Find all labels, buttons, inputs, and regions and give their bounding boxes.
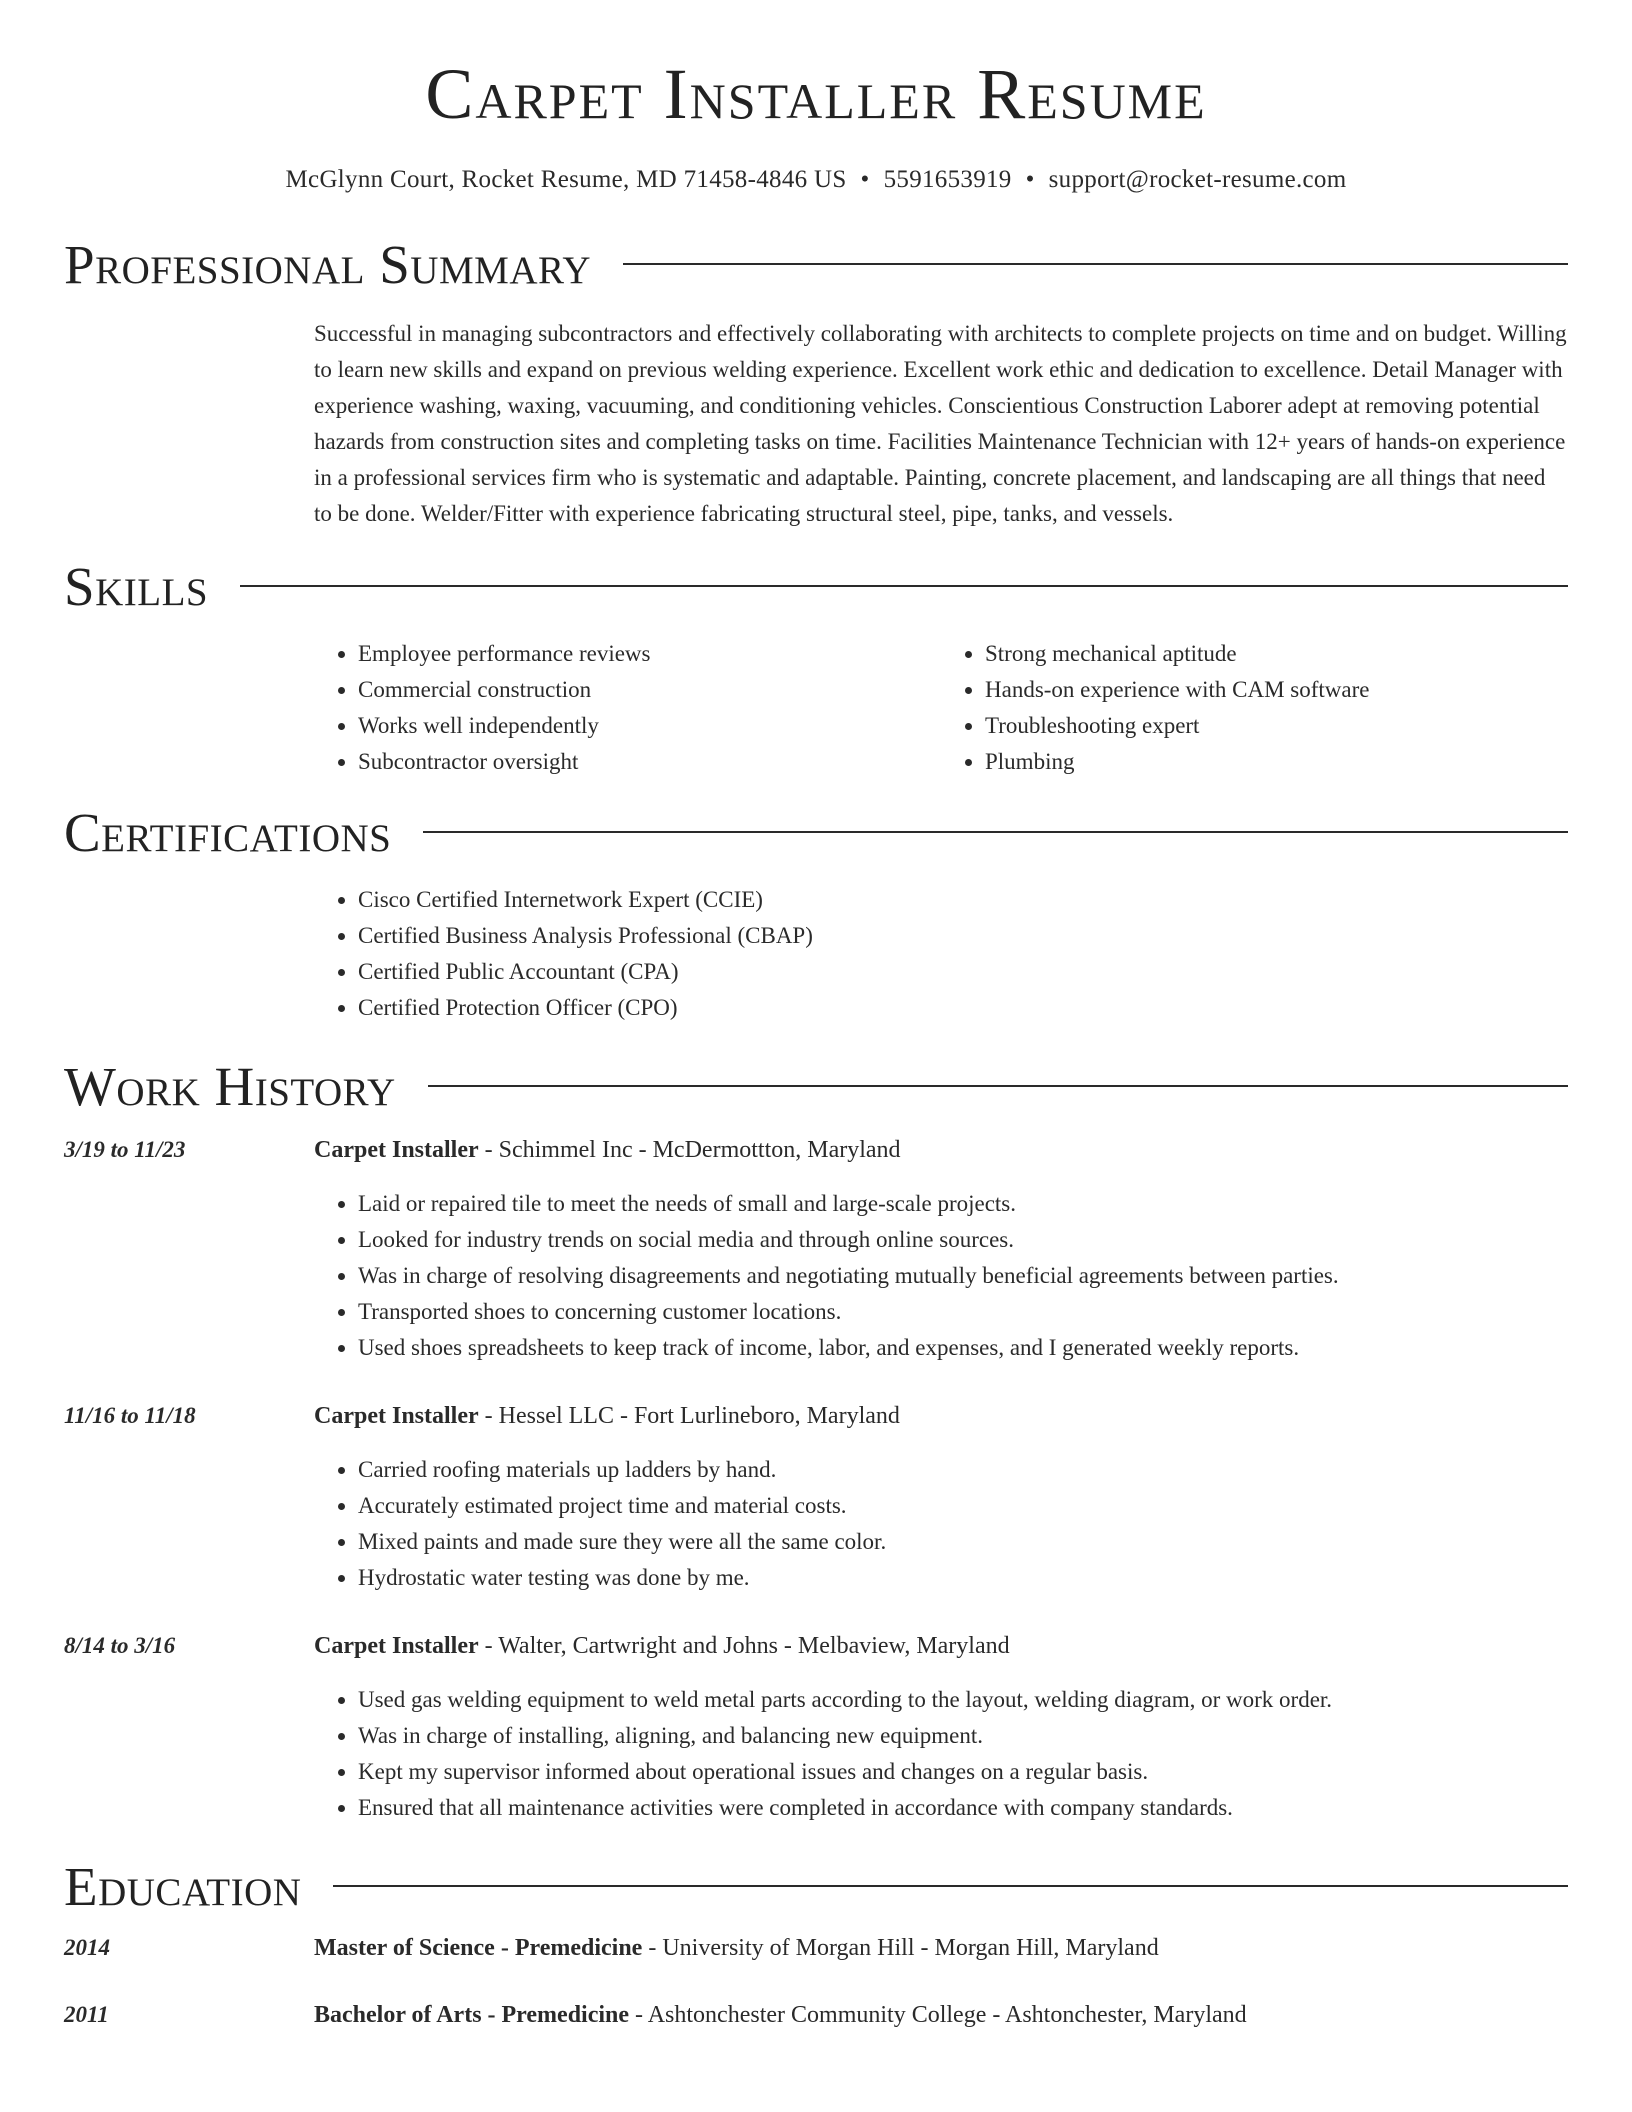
summary-text: Successful in managing subcontractors and effectively collaborating with architects to complete projects on time and on budget. Willing to learn new skills and expand on previous welding experience. Excellent work ethic and dedication to excellence. Detail Manager with experience washing, waxing, vacuuming, and conditioning vehicles. Conscientious Construction Laborer adept at removing potential hazards from construction sites and completing tasks on time. Facilities Maintenance Technician with 12+ years of hands-on experience in a professional services firm who is systematic and adaptable. Painting, concrete placement, and landscaping are all things that need to be done. Welder/Fitter with experience fabricating structural steel, pipe, tanks, and vessels. xyxy=(314,321,1567,526)
job-date: 11/16 to 11/18 xyxy=(64,1403,196,1428)
section-divider xyxy=(623,263,1568,265)
work-history-section xyxy=(64,1056,1568,1826)
job-bullet: • Accurately estimated project time and material costs. xyxy=(358,1488,1568,1524)
phone-text: 5591653919 xyxy=(883,166,1012,193)
education-heading-row xyxy=(64,1856,1568,1916)
email-link[interactable]: support@rocket-resume.com xyxy=(1048,166,1347,193)
education-section xyxy=(64,1856,1568,2033)
education-entry xyxy=(64,1930,1568,1966)
education-title-line xyxy=(314,1997,1568,2033)
education-title-line xyxy=(314,1930,1568,1966)
skill-item: • Plumbing xyxy=(985,744,1568,780)
certification-item: • Cisco Certified Internetwork Expert (CCIE) xyxy=(358,882,1568,918)
separator-dot: • xyxy=(1025,166,1035,193)
work-heading-row xyxy=(64,1056,1568,1116)
education-date: 2014 xyxy=(64,1935,110,1960)
skills-heading: Skills xyxy=(64,555,209,617)
section-divider xyxy=(333,1885,1568,1887)
skill-item: • Works well independently xyxy=(358,708,941,744)
skill-item: • Subcontractor oversight xyxy=(358,744,941,780)
job-employer: - Hessel LLC - Fort Lurlineboro, Maryland xyxy=(478,1403,900,1429)
certifications-section xyxy=(64,802,1568,1026)
job-title-line xyxy=(314,1132,1568,1168)
job-bullet: • Looked for industry trends on social media and through online sources. xyxy=(358,1222,1568,1258)
job-bullets xyxy=(314,1452,1568,1596)
job-bullet: • Mixed paints and made sure they were all the same color. xyxy=(358,1524,1568,1560)
skill-item: • Commercial construction xyxy=(358,672,941,708)
job-role: Carpet Installer xyxy=(314,1633,479,1659)
job-bullet: • Ensured that all maintenance activities were completed in accordance with company standards. xyxy=(358,1790,1568,1826)
education-heading: Education xyxy=(64,1855,302,1917)
job-bullet: • Was in charge of resolving disagreements and negotiating mutually beneficial agreements between parties. xyxy=(358,1258,1568,1294)
certifications-body xyxy=(314,882,1568,1026)
address-text: McGlynn Court, Rocket Resume, MD 71458-4846 US xyxy=(285,166,847,193)
skills-list-right xyxy=(941,636,1568,780)
job-date: 3/19 to 11/23 xyxy=(64,1137,186,1162)
work-heading: Work History xyxy=(64,1055,396,1117)
job-employer: - Schimmel Inc - McDermottton, Maryland xyxy=(478,1137,901,1163)
job-bullet: • Transported shoes to concerning customer locations. xyxy=(358,1294,1568,1330)
skill-item: • Strong mechanical aptitude xyxy=(985,636,1568,672)
certifications-heading: Certifications xyxy=(64,801,392,863)
contact-line xyxy=(0,166,1632,194)
section-divider xyxy=(240,585,1568,587)
job-bullet: • Laid or repaired tile to meet the needs of small and large-scale projects. xyxy=(358,1186,1568,1222)
job-role: Carpet Installer xyxy=(314,1403,479,1429)
page-title: Carpet Installer Resume xyxy=(425,54,1207,134)
education-school: - University of Morgan Hill - Morgan Hill, Maryland xyxy=(642,1935,1159,1961)
job-bullet: • Used shoes spreadsheets to keep track of income, labor, and expenses, and I generated weekly reports. xyxy=(358,1330,1568,1366)
job-title-line xyxy=(314,1628,1568,1664)
job-entry xyxy=(64,1398,1568,1596)
skills-columns xyxy=(314,636,1568,780)
skills-list-left xyxy=(314,636,941,780)
education-date: 2011 xyxy=(64,2002,109,2027)
skills-section xyxy=(64,556,1568,780)
certification-item: • Certified Business Analysis Professional (CBAP) xyxy=(358,918,1568,954)
job-bullet: • Carried roofing materials up ladders by hand. xyxy=(358,1452,1568,1488)
education-degree: Bachelor of Arts - Premedicine xyxy=(314,2002,630,2028)
certification-item: • Certified Public Accountant (CPA) xyxy=(358,954,1568,990)
job-bullet: • Used gas welding equipment to weld metal parts according to the layout, welding diagram, or work order. xyxy=(358,1682,1568,1718)
section-divider xyxy=(423,831,1568,833)
job-bullet: • Was in charge of installing, aligning, and balancing new equipment. xyxy=(358,1718,1568,1754)
job-role: Carpet Installer xyxy=(314,1137,479,1163)
job-title-line xyxy=(314,1398,1568,1434)
skill-item: • Troubleshooting expert xyxy=(985,708,1568,744)
skill-item: • Hands-on experience with CAM software xyxy=(985,672,1568,708)
skills-heading-row xyxy=(64,556,1568,616)
job-date: 8/14 to 3/16 xyxy=(64,1633,176,1658)
job-bullet: • Hydrostatic water testing was done by me. xyxy=(358,1560,1568,1596)
summary-section xyxy=(64,234,1568,532)
job-entry xyxy=(64,1628,1568,1826)
summary-heading-row xyxy=(64,234,1568,294)
certification-item: • Certified Protection Officer (CPO) xyxy=(358,990,1568,1026)
job-bullets xyxy=(314,1682,1568,1826)
separator-dot: • xyxy=(860,166,870,193)
education-degree: Master of Science - Premedicine xyxy=(314,1935,643,1961)
summary-heading: Professional Summary xyxy=(64,233,592,295)
section-divider xyxy=(428,1085,1568,1087)
job-employer: - Walter, Cartwright and Johns - Melbaview, Maryland xyxy=(478,1633,1010,1659)
education-school: - Ashtonchester Community College - Ashtonchester, Maryland xyxy=(629,2002,1247,2028)
education-entry xyxy=(64,1997,1568,2033)
skill-item: • Employee performance reviews xyxy=(358,636,941,672)
certifications-heading-row xyxy=(64,802,1568,862)
job-bullets xyxy=(314,1186,1568,1366)
resume-header xyxy=(0,0,1632,194)
certifications-list xyxy=(314,882,1568,1026)
job-entry xyxy=(64,1132,1568,1366)
job-bullet: • Kept my supervisor informed about operational issues and changes on a regular basis. xyxy=(358,1754,1568,1790)
